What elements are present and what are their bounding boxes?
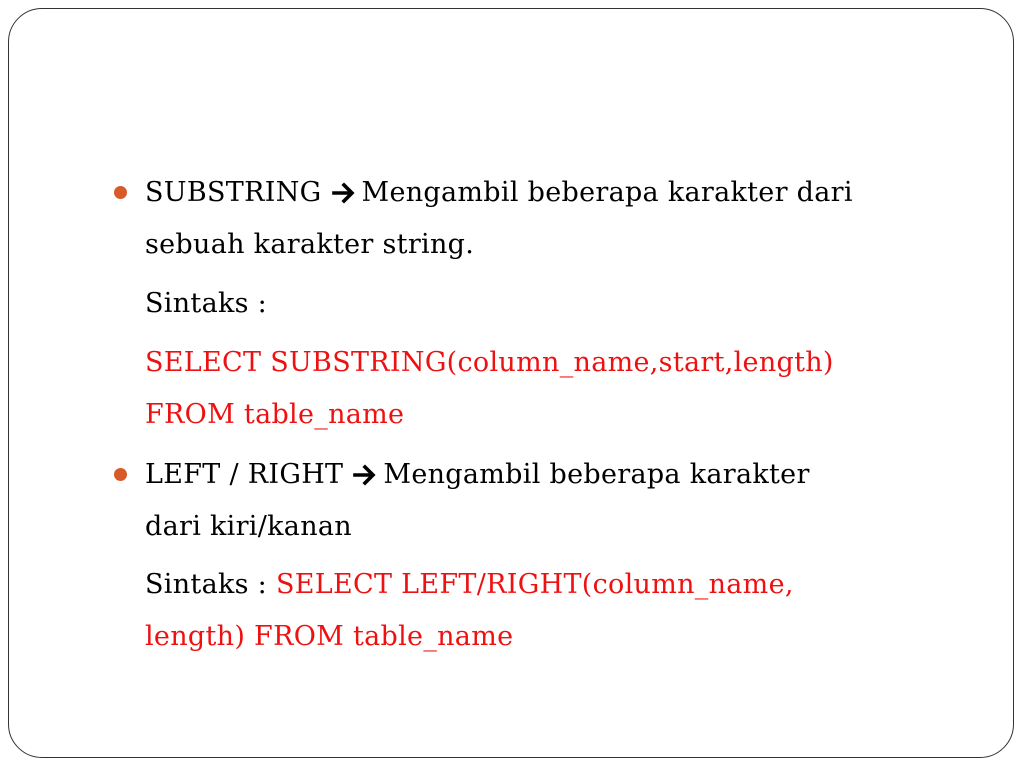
code-substring-2: FROM table_name <box>145 399 405 430</box>
bullet-dot <box>114 468 127 481</box>
description-left-right-2: dari kiri/kanan <box>145 511 352 542</box>
keyword-substring: SUBSTRING <box>145 177 322 208</box>
description-left-right-1: Mengambil beberapa karakter <box>383 459 810 490</box>
code-substring-1: SELECT SUBSTRING(column_name,start,length) <box>145 347 834 378</box>
right-arrow-icon <box>332 179 356 213</box>
syntax-label-left-right: Sintaks : <box>145 569 268 600</box>
bullet-left-right-line1 <box>145 458 810 495</box>
syntax-label-substring: Sintaks : <box>145 288 268 319</box>
description-substring-2: sebuah karakter string. <box>145 229 475 260</box>
syntax-line-left-right <box>145 568 794 602</box>
description-substring-1: Mengambil beberapa karakter dari <box>361 177 853 208</box>
right-arrow-icon <box>353 461 377 495</box>
code-left-right-2: length) FROM table_name <box>145 621 514 652</box>
code-left-right-1: SELECT LEFT/RIGHT(column_name, <box>275 569 794 600</box>
bullet-dot <box>114 186 127 199</box>
bullet-substring-line1 <box>145 176 853 213</box>
keyword-left-right: LEFT / RIGHT <box>145 459 344 490</box>
